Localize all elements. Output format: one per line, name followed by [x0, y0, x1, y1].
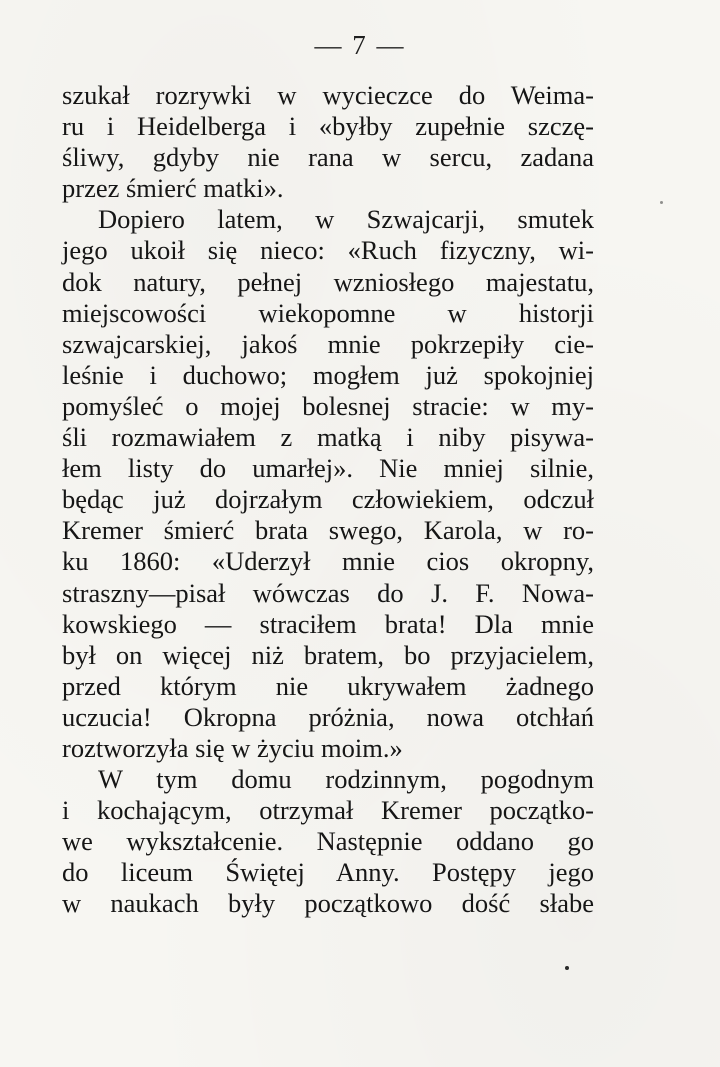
text-line: w naukach były początkowo dość słabe: [62, 888, 594, 919]
text-line: straszny—pisał wówczas do J. F. Nowa-: [62, 577, 594, 608]
text-line: ru i Heidelberga i «byłby zupełnie szczę-: [62, 111, 594, 142]
body-text: [62, 80, 594, 920]
text-line: roztworzyła się w życiu moim.»: [62, 732, 403, 763]
text-line: przed którym nie ukrywałem żadnego: [62, 670, 594, 701]
text-line: uczucia! Okropna próżnia, nowa otchłań: [62, 701, 594, 732]
text-line: łem listy do umarłej». Nie mniej silnie,: [62, 453, 594, 484]
text-line: dok natury, pełnej wzniosłego majestatu,: [62, 266, 594, 297]
text-line: do liceum Świętej Anny. Postępy jego: [62, 857, 594, 888]
text-line: we wykształcenie. Następnie oddano go: [62, 826, 594, 857]
text-line: leśnie i duchowo; mogłem już spokojniej: [62, 359, 594, 390]
text-line: był on więcej niż bratem, bo przyjacielem,: [62, 639, 594, 670]
text-line: Kremer śmierć brata swego, Karola, w ro-: [62, 515, 594, 546]
paragraph-2: [62, 204, 594, 764]
page-number: — 7 —: [314, 30, 406, 60]
text-line: szukał rozrywki w wycieczce do Weima-: [62, 80, 594, 110]
text-line: będąc już dojrzałym człowiekiem, odczuł: [62, 484, 594, 515]
text-line: pomyśleć o mojej bolesnej stracie: w my-: [62, 390, 594, 421]
text-line: śli rozmawiałem z matką i niby pisywa-: [62, 422, 594, 453]
paragraph-1: [62, 80, 594, 204]
text-line: Dopiero latem, w Szwajcarji, smutek: [98, 204, 594, 235]
print-speck: [565, 966, 569, 970]
print-speck: [660, 201, 663, 204]
text-line: i kochającym, otrzymał Kremer początko-: [62, 795, 594, 826]
text-line: przez śmierć matki».: [62, 173, 284, 204]
text-line: kowskiego — straciłem brata! Dla mnie: [62, 608, 594, 639]
text-line: jego ukoił się nieco: «Ruch fizyczny, wi-: [62, 235, 594, 266]
paragraph-3: [62, 764, 594, 919]
text-line: śliwy, gdyby nie rana w sercu, zadana: [62, 142, 594, 173]
text-line: W tym domu rodzinnym, pogodnym: [98, 764, 594, 795]
text-line: miejscowości wiekopomne w historji: [62, 297, 594, 328]
text-line: ku 1860: «Uderzył mnie cios okropny,: [62, 546, 594, 577]
text-line: szwajcarskiej, jakoś mnie pokrzepiły cie-: [62, 328, 594, 359]
